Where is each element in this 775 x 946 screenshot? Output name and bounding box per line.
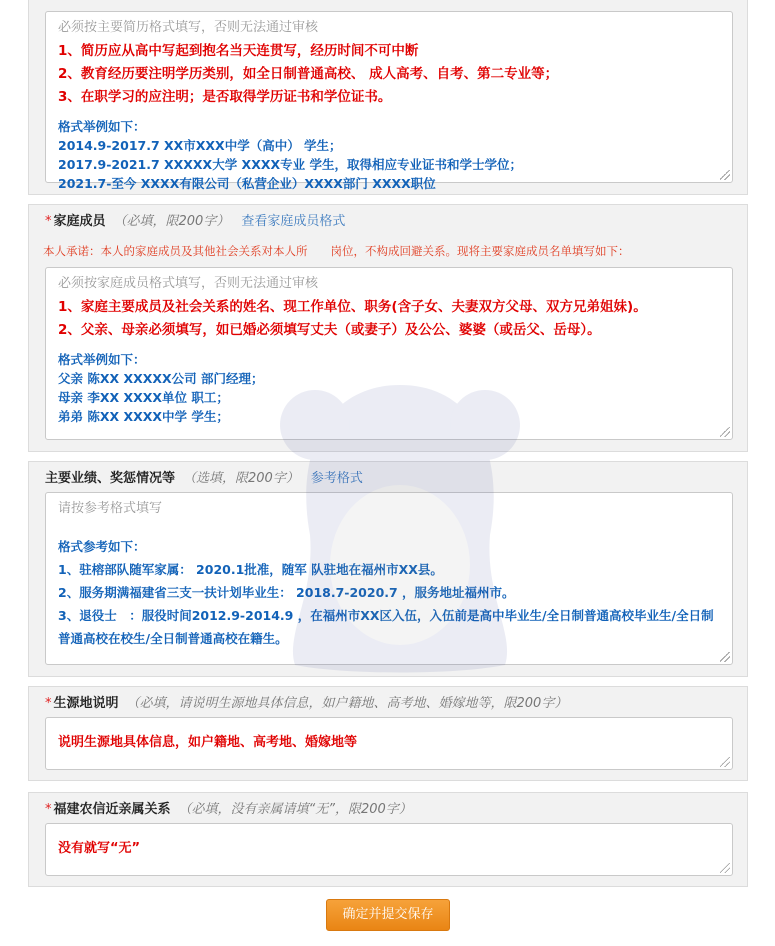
family-label: 家庭成员 [53,214,106,229]
achievements-textarea[interactable] [45,492,733,665]
origin-panel [28,686,748,781]
family-textarea[interactable] [45,267,733,440]
family-rule-1: 1、家庭主要成员及社会关系的姓名、现工作单位、职务(含子女、夫妻双方父母、双方兄弟姐妹)。 [58,299,647,315]
relatives-hint: （必填，没有亲属请填“无”，限200字） [178,802,412,817]
origin-value: 说明生源地具体信息，如户籍地、高考地、婚嫁地等 [58,735,358,750]
relatives-header [45,801,412,819]
origin-hint: （必填，请说明生源地具体信息，如户籍地、高考地、婚嫁地等，限200字） [126,696,568,711]
resize-handle[interactable] [720,652,730,662]
origin-label: 生源地说明 [53,696,119,711]
origin-header [45,695,567,713]
family-header [45,213,345,231]
family-hint: （必填，限200字） [113,214,230,229]
resize-handle[interactable] [720,757,730,767]
resume-textarea[interactable] [45,11,733,191]
achievements-format-link[interactable]: 参考格式 [310,471,363,486]
relatives-panel [28,792,748,887]
family-example-3: 弟弟 陈XX XXXX中学 学生； [58,409,229,424]
achievements-header [45,470,363,488]
achievements-panel [28,461,748,677]
family-notice: 本人承诺：本人的家庭成员及其他社会关系对本人所 岗位，不构成回避关系。现将主要家庭成员名单填写如下： [43,244,630,258]
relatives-value: 没有就写“无” [58,841,141,856]
achievements-hint: （选填，限200字） [183,471,299,486]
family-example-2: 母亲 李XX XXXX单位 职工； [58,390,229,405]
family-panel [28,204,748,452]
family-example-1: 父亲 陈XX XXXXX公司 部门经理； [58,371,264,386]
achievements-example-1: 1、驻榕部队随军家属： 2020.1批准，随军 队驻地在福州市XX县。 [58,562,443,577]
resume-placeholder: 必须按主要简历格式填写，否则无法通过审核 [58,20,319,35]
achievements-example-title: 格式参考如下： [58,539,146,554]
resume-rule-1: 1、简历应从高中写起到抱名当天连贯写，经历时间不可中断 [58,43,419,59]
required-mark: * [45,214,52,229]
resize-handle[interactable] [720,427,730,437]
family-placeholder: 必须按家庭成员格式填写，否则无法通过审核 [58,276,319,291]
resume-panel [28,0,748,195]
family-example-title: 格式举例如下： [58,352,146,367]
required-mark: * [45,696,52,711]
achievements-example-3: 3、退役士 ：服役时间2012.9-2014.9 ，在福州市XX区入伍，入伍前是高中毕业生/全日制普通高校毕业生/全日制普通高校在校生/全日制普通高校在籍生。 [58,608,714,646]
required-mark: * [45,802,52,817]
resume-example-1: 2014.9-2017.7 XX市XXX中学（高中） 学生； [58,138,342,153]
resume-example-3: 2021.7-至今 XXXX有限公司（私营企业）XXXX部门 XXXX职位 [58,176,436,191]
resize-handle[interactable] [720,170,730,180]
resume-example-2: 2017.9-2021.7 XXXXX大学 XXXX专业 学生，取得相应专业证书和学士学位； [58,157,522,172]
submit-button[interactable]: 确定并提交保存 [326,899,450,931]
origin-textarea[interactable] [45,717,733,770]
resume-rule-2: 2、教育经历要注明学历类别，如全日制普通高校、 成人高考、自考、第二专业等； [58,66,559,82]
resume-example-title: 格式举例如下： [58,119,146,134]
achievements-placeholder: 请按参考格式填写 [58,501,163,516]
relatives-label: 福建农信近亲属关系 [53,802,171,817]
relatives-textarea[interactable] [45,823,733,876]
family-format-link[interactable]: 查看家庭成员格式 [241,214,346,229]
achievements-label: 主要业绩、奖惩情况等 [45,471,176,486]
resume-rule-3: 3、在职学习的应注明；是否取得学历证书和学位证书。 [58,89,392,105]
family-rule-2: 2、父亲、母亲必须填写，如已婚必须填写丈夫（或妻子）及公公、婆婆（或岳父、岳母）。 [58,322,601,338]
achievements-example-2: 2、服务期满福建省三支一扶计划毕业生： 2018.7-2020.7 ，服务地址福州市。 [58,585,515,600]
resize-handle[interactable] [720,863,730,873]
